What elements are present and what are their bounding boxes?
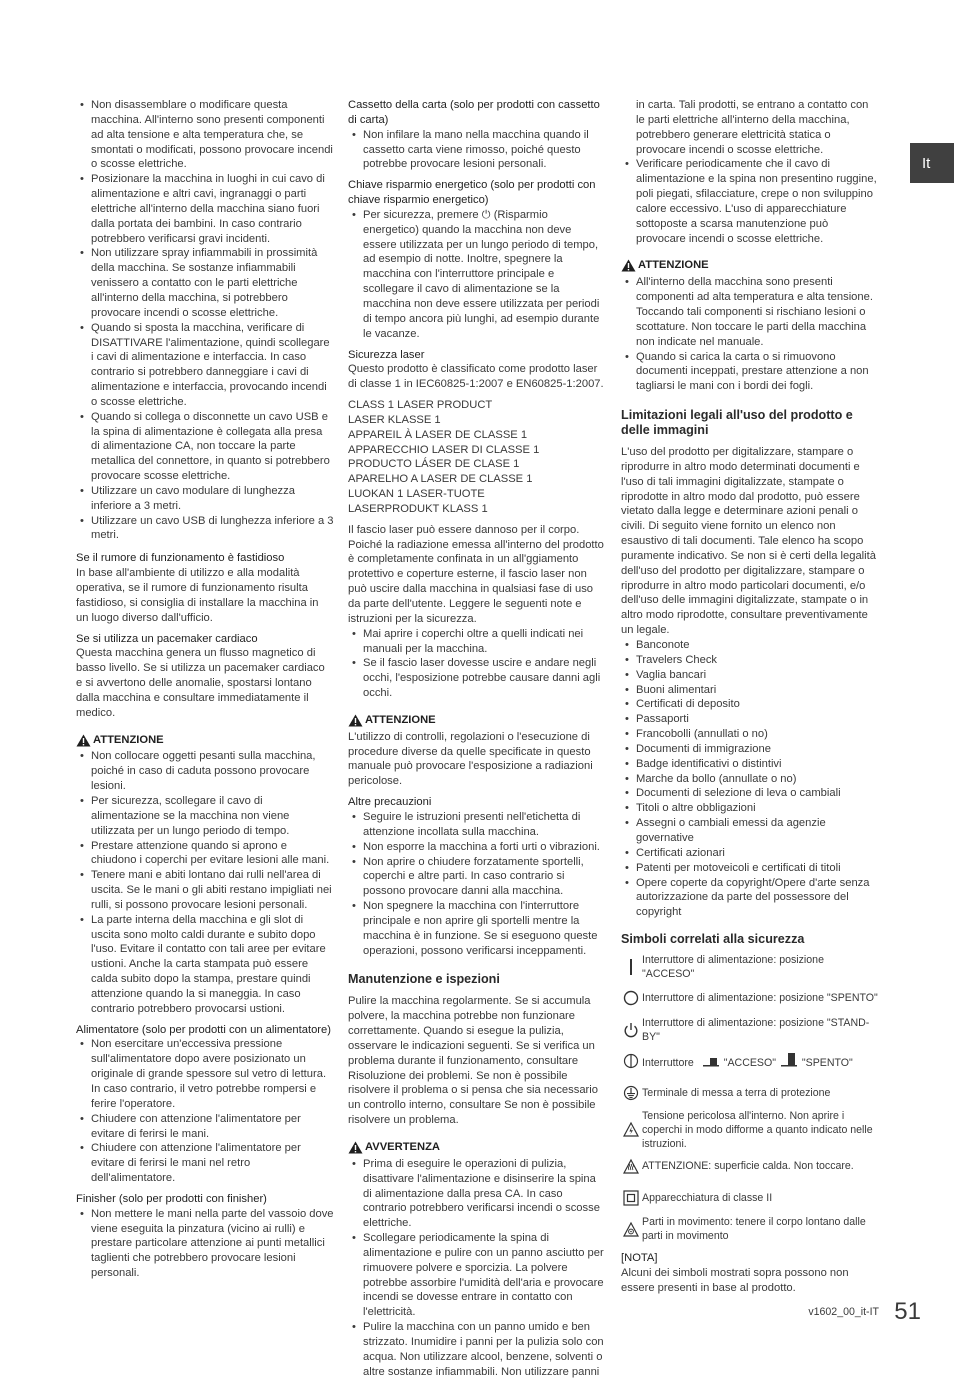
- list-item: • Chiudere con attenzione l'alimentatore per evitare di ferirsi le mani nel retro dell'alimentatore.: [76, 1141, 334, 1186]
- warning-label: AVVERTENZA: [365, 1141, 441, 1153]
- laser-class-line: APPAREIL À LASER DE CLASSE 1: [348, 428, 528, 441]
- laser-class-line: LUOKAN 1 LASER-TUOTE: [348, 488, 485, 501]
- list-item: • Documenti di selezione di leva o cambiali: [621, 786, 879, 801]
- laser-beam-text: Il fascio laser può essere dannoso per il corpo. Poiché la radiazione emessa all'interno del prodotto è completamente confinata in un all'ggiamento protettivo e coperture esterne, il fascio laser non può uscire dalla macchina in qualsiasi fase di uso da parte dell'utente. Leggere le seguenti note e istruzioni per la sicurezza.: [348, 523, 604, 625]
- noise-title: Se il rumore di funzionamento è fastidioso: [76, 552, 285, 565]
- page-number: 51: [894, 1298, 921, 1325]
- list-item: • Utilizzare un cavo modulare di lunghezza inferiore a 3 metri.: [76, 484, 334, 514]
- symbol-row-ground: [621, 1077, 879, 1109]
- symbol-label-voltage: Tensione pericolosa all'interno. Non aprire i coperchi in modo difforme a quanto indicato nelle istruzioni.: [642, 1109, 873, 1150]
- list-item: • Vaglia bancari: [621, 668, 879, 683]
- symbol-row-class2: [621, 1182, 879, 1214]
- language-tab: It: [910, 143, 954, 183]
- feeder-bullet-list: [76, 1037, 334, 1185]
- caution-heading: [76, 733, 334, 748]
- list-item: • Tenere mani e abiti lontano dai rulli nell'area di uscita. Se le mani o gli abiti restano impigliati nei rulli, si possono provocare lesioni personali.: [76, 868, 334, 913]
- symbol-row-moving: [621, 1214, 879, 1246]
- list-item: • Quando si collega o disconnette un cavo USB e la spina di alimentazione è collegata alla presa di alimentazione CA, non toccare la parte metallica del connettore, in quanto si potrebbero provocare scosse elettriche.: [76, 410, 334, 484]
- legal-document-list: [621, 638, 879, 920]
- laser-bullet-list: [348, 627, 606, 701]
- pacemaker-title: Se si utilizza un pacemaker cardiaco: [76, 632, 258, 645]
- finisher-title: Finisher (solo per prodotti con finisher): [76, 1192, 267, 1205]
- safety-bullet-list: [76, 98, 334, 543]
- list-item: • Mai aprire i coperchi oltre a quelli indicati nei manuali per la macchina.: [348, 627, 606, 657]
- feeder-title: Alimentatore (solo per prodotti con un alimentatore): [76, 1023, 331, 1036]
- noise-text: In base all'ambiente di utilizzo e alla modalità operativa, se il rumore di funzionamento risulta fastidioso, si consiglia di installare la macchina in un luogo diverso dall'ufficio.: [76, 567, 319, 624]
- push-on-label: "ACCESO": [723, 1056, 776, 1069]
- standby-icon: [623, 1022, 639, 1038]
- laser-class-line: LASERPRODUKT KLASS 1: [348, 502, 488, 515]
- maintenance-text: Pulire la macchina regolarmente. Se si accumula polvere, la macchina potrebbe non funzionare correttamente. Quando si esegue la pulizia, osservare le indicazioni seguenti. Se si verifica un problema durante il funzionamento, consultare Risoluzione dei problemi. Se non è possibile risolvere il problema o si pensa che sia necessario un controllo interno, consultare Se non è possibile risolvere un problema.: [348, 995, 598, 1127]
- symbol-row-hot: [621, 1151, 879, 1183]
- list-item: • Posizionare la macchina in luoghi in cui cavo di alimentazione e altri cavi, ingranaggi o parti elettriche all'interno della macchina siano fuori dalla portata dei bambini. In caso contrario potrebbero verificarsi gravi incidenti.: [76, 172, 334, 246]
- list-item: • La parte interna della macchina e gli slot di uscita sono molto caldi durante e subito dopo l'uso. Evitare il contatto con tali aree per evitare ustioni. Anche la carta stampata può essere calda subito dopo la stampa, prestare quindi attenzione quando la si maneggia. In caso contrario potrebbero provocarsi ustioni.: [76, 913, 334, 1017]
- list-item: • Patenti per motoveicoli e certificati di titoli: [621, 861, 879, 876]
- push-prefix: Interruttore: [642, 1056, 694, 1069]
- legal-title: Limitazioni legali all'uso del prodotto e delle immagini: [621, 408, 853, 438]
- caution-label: ATTENZIONE: [93, 733, 164, 746]
- list-item: • Non disassemblare o modificare questa macchina. All'interno sono presenti componenti ad alta tensione e alta temperatura che, se smontati o modificati, possono provocare incendi o scosse elettriche.: [76, 98, 334, 172]
- power-on-icon: [624, 959, 638, 975]
- symbol-row-push: [621, 1046, 879, 1078]
- laser-class-line: CLASS 1 LASER PRODUCT: [348, 399, 493, 412]
- symbol-row-on: [621, 951, 879, 983]
- note-label: [NOTA]: [621, 1252, 658, 1265]
- warning-triangle-icon: [621, 259, 636, 272]
- legal-text: L'uso del prodotto per digitalizzare, stampare o riprodurre in altro modo determinati documenti e l'uso di tali immagini digitalizzate, stampate o riprodotte in altro modo dal prodotto, può essere vietato dalla legge e determinare azioni penali o civili. Di seguito viene fornito un elenco non esaustivo di tali documenti. Tale elenco ha scopo puramente indicativo. Se non si è certi della legalità dell'uso del prodotto per digitalizzare, stampare o riprodurre in altro modo particolari documenti, e/o dell'uso delle immagini digitalizzate, stampate o in altro modo riprodotte, consultare preventivamente un legale.: [621, 446, 876, 637]
- list-item: • Prima di eseguire le operazioni di pulizia, disattivare l'alimentazione e disinserire la spina di alimentazione dalla presa CA. In caso contrario potrebbero verificarsi incendi o scosse elettriche.: [348, 1157, 606, 1231]
- note-text: Alcuni dei simboli mostrati sopra possono non essere presenti in base al prodotto.: [621, 1266, 849, 1294]
- symbols-title: Simboli correlati alla sicurezza: [621, 932, 805, 947]
- power-off-icon: [623, 990, 639, 1006]
- list-item: • Utilizzare un cavo USB di lunghezza inferiore a 3 metri.: [76, 514, 334, 544]
- caution-bullet-list: [76, 749, 334, 1016]
- list-item: • All'interno della macchina sono presenti componenti ad alta temperatura e alta tensione. Toccando tali componenti si rischiano lesioni o scottature. Non toccare le parti della macchina non indicate nel manuale.: [621, 275, 879, 349]
- energy-title: Chiave risparmio energetico (solo per prodotti con chiave risparmio energetico): [348, 179, 596, 207]
- list-item: • Per sicurezza, scollegare il cavo di alimentazione se la macchina non viene utilizzata per un lungo periodo di tempo.: [76, 794, 334, 839]
- push-off-label: "SPENTO": [801, 1056, 853, 1069]
- list-item: • Non esercitare un'eccessiva pressione sull'alimentatore dopo avere posizionato un originale di grande spessore sul vetro di lettura. In caso contrario, il vetro potrebbe rompersi e ferire l'operatore.: [76, 1037, 334, 1111]
- energy-bullet-list: [348, 208, 606, 342]
- push-switch-icon: [623, 1053, 639, 1069]
- maintenance-title: Manutenzione e ispezioni: [348, 972, 500, 987]
- laser-class-line: APARELHO A LASER DE CLASSE 1: [348, 473, 533, 486]
- column-right: [621, 98, 879, 1319]
- warning-heading: [348, 1140, 606, 1155]
- list-item: • Badge identificativi o distintivi: [621, 757, 879, 772]
- cassette-bullet-list: [348, 128, 606, 173]
- laser-class-line: APPARECCHIO LASER DI CLASSE 1: [348, 443, 540, 456]
- version-code: v1602_00_it-IT: [808, 1305, 879, 1318]
- symbol-row-voltage: [621, 1109, 879, 1151]
- list-item: • Non spegnere la macchina con l'interruttore principale e non aprire gli sportelli mentre la macchina è in funzione. Se si eseguono queste operazioni, possono verificarsi inceppamenti.: [348, 899, 606, 958]
- laser-class-list: [348, 398, 606, 517]
- symbol-row-standby: [621, 1014, 879, 1046]
- list-item: • Non esporre la macchina a forti urti o vibrazioni.: [348, 840, 606, 855]
- warning-triangle-icon: [76, 734, 91, 747]
- laser-class-line: PRODUCTO LÁSER DE CLASE 1: [348, 458, 520, 471]
- list-item: • Per sicurezza, premere ⏻ (Risparmio energetico) quando la macchina non deve essere utilizzata per un lungo periodo di tempo, ad esempio di notte. Inoltre, spegnere la macchina con l'interruttore principale e scollegare il cavo di alimentazione se la macchina non deve essere utilizzata per periodi di tempo ancora più lunghi, ad esempio durante le vacanze.: [348, 208, 606, 342]
- symbol-label-on: Interruttore di alimentazione: posizione "ACCESO": [642, 953, 824, 980]
- hot-surface-icon: [623, 1159, 639, 1174]
- list-item: • Assegni o cambiali emessi da agenzie governative: [621, 816, 879, 846]
- symbol-label-push: [641, 1053, 853, 1070]
- laser-text: Questo prodotto è classificato come prodotto laser di classe 1 in IEC60825-1:2007 e EN60825-1:2007.: [348, 363, 604, 391]
- list-item: • Verificare periodicamente che il cavo di alimentazione e la spina non presentino ruggine, poli piegati, sfilacciature, crepe o non sviluppino calore eccessivo. L'uso di apparecchiature sottoposte a scarsa manutenzione può provocare incendi o scosse elettriche.: [621, 157, 879, 246]
- caution-heading: [348, 713, 606, 728]
- warning-triangle-icon: [348, 1141, 363, 1154]
- caution-label: ATTENZIONE: [365, 713, 436, 726]
- symbol-row-off: [621, 983, 879, 1015]
- high-voltage-icon: [623, 1122, 639, 1137]
- column-middle: [348, 98, 606, 1380]
- list-item: • Non mettere le mani nella parte del vassoio dove viene eseguita la pinzatura (vicino ai rulli) e prestare particolare attenzione ai punti metallici taglienti che potrebbero provocare lesioni personali.: [76, 1207, 334, 1281]
- list-item: • Pulire la macchina con un panno umido e ben strizzato. Inumidire i panni per la pulizia solo con acqua. Non utilizzare alcool, benzene, solventi o altre sostanze infiammabili. Non utilizzare panni: [348, 1320, 606, 1379]
- symbol-label-moving: Parti in movimento: tenere il corpo lontano dalle parti in movimento: [642, 1216, 866, 1243]
- caution-label: ATTENZIONE: [638, 259, 709, 272]
- list-item: • Prestare attenzione quando si aprono e chiudono i coperchi per evitare lesioni alle mani.: [76, 839, 334, 869]
- laser-title: Sicurezza laser: [348, 348, 425, 361]
- other-precautions-list: [348, 810, 606, 958]
- pacemaker-text: Questa macchina genera un flusso magnetico di basso livello. Se si utilizza un pacemaker cardiaco e si avvertono delle anomalie, spostarsi lontano dalla macchina e consultare immediatamente il medico.: [76, 647, 325, 719]
- list-item: • Chiudere con attenzione l'alimentatore per evitare di ferirsi le mani.: [76, 1112, 334, 1142]
- list-item: • Francobolli (annullati o no): [621, 727, 879, 742]
- list-item: • Buoni alimentari: [621, 683, 879, 698]
- warning-triangle-icon: [348, 714, 363, 727]
- finisher-bullet-list: [76, 1207, 334, 1281]
- warning-bullet-list: [348, 1157, 606, 1380]
- column-left: [76, 98, 334, 1281]
- list-item: • Titoli o altre obbligazioni: [621, 801, 879, 816]
- list-item: • Banconote: [621, 638, 879, 653]
- maintenance-bullet-list: [621, 157, 879, 246]
- moving-parts-icon: [623, 1222, 639, 1237]
- continuation-text: in carta. Tali prodotti, se entrano a contatto con le parti elettriche all'interno della macchina, potrebbero generare elettricità statica o provocare incendi o scosse elettriche.: [636, 99, 869, 156]
- laser-class-line: LASER KLASSE 1: [348, 413, 441, 426]
- list-item: • Passaporti: [621, 712, 879, 727]
- ground-icon: [623, 1085, 639, 1101]
- list-item: • Non utilizzare spray infiammabili in prossimità della macchina. Se sostanze infiammabili venissero a contatto con le parti elettriche all'interno della macchina, si potrebbero provocare incendi o scosse elettriche.: [76, 246, 334, 320]
- symbol-label-class2: Apparecchiatura di classe II: [642, 1191, 773, 1204]
- list-item: • Quando si carica la carta o si rimuovono documenti inceppati, prestare attenzione a non tagliarsi le mani con i bordi dei fogli.: [621, 350, 879, 395]
- list-item: • Non collocare oggetti pesanti sulla macchina, poiché in caso di caduta possono provocare lesioni.: [76, 749, 334, 794]
- list-item: • Non infilare la mano nella macchina quando il cassetto carta viene rimosso, poiché questo potrebbe provocare lesioni personali.: [348, 128, 606, 173]
- list-item: • Documenti di immigrazione: [621, 742, 879, 757]
- caution-bullet-list: [621, 275, 879, 394]
- list-item: • Non aprire o chiudere forzatamente sportelli, coperchi e altre parti. In caso contrario si possono provocare danni alla macchina.: [348, 855, 606, 900]
- list-item: • Certificati di deposito: [621, 697, 879, 712]
- list-item: • Marche da bollo (annullate o no): [621, 772, 879, 787]
- switch-on-position-icon: [703, 1056, 719, 1067]
- other-precautions-title: Altre precauzioni: [348, 796, 432, 809]
- list-item: • Opere coperte da copyright/Opere d'arte senza autorizzazione da parte del possessore del copyright: [621, 876, 879, 921]
- caution-heading: [621, 258, 879, 273]
- list-item: • Quando si sposta la macchina, verificare di DISATTIVARE l'alimentazione, quindi scollegare i cavi di alimentazione e interfaccia. In caso contrario si potrebbero danneggiare i cavi di alimentazione e interfaccia, provocando incendi o scosse elettriche.: [76, 321, 334, 410]
- cassette-title: Cassetto della carta (solo per prodotti con cassetto di carta): [348, 99, 600, 126]
- list-item: • Se il fascio laser dovesse uscire e andare negli occhi, l'esposizione potrebbe causare danni agli occhi.: [348, 656, 606, 701]
- symbol-label-off: Interruttore di alimentazione: posizione "SPENTO": [642, 992, 878, 1005]
- symbol-label-standby: Interruttore di alimentazione: posizione "STAND-BY": [642, 1016, 870, 1043]
- symbol-label-ground: Terminale di messa a terra di protezione: [642, 1086, 831, 1099]
- list-item: • Seguire le istruzioni presenti nell'etichetta di attenzione incollata sulla macchina.: [348, 810, 606, 840]
- class-two-icon: [623, 1190, 639, 1206]
- symbol-label-hot: ATTENZIONE: superficie calda. Non toccare.: [642, 1160, 854, 1173]
- caution-text: L'utilizzo di controlli, regolazioni o l'esecuzione di procedure diverse da quelle specificate in questo manuale può provocare l'esposizione a radiazioni pericolose.: [348, 730, 593, 788]
- list-item: • Certificati azionari: [621, 846, 879, 861]
- switch-off-position-icon: [781, 1053, 797, 1067]
- list-item: • Travelers Check: [621, 653, 879, 668]
- list-item: • Scollegare periodicamente la spina di alimentazione e pulire con un panno asciutto per rimuovere polvere e sporcizia. La polvere potrebbe assorbire l'umidità dell'aria e provocare incendi se dovesse entrare in contatto con l'elettricità.: [348, 1231, 606, 1320]
